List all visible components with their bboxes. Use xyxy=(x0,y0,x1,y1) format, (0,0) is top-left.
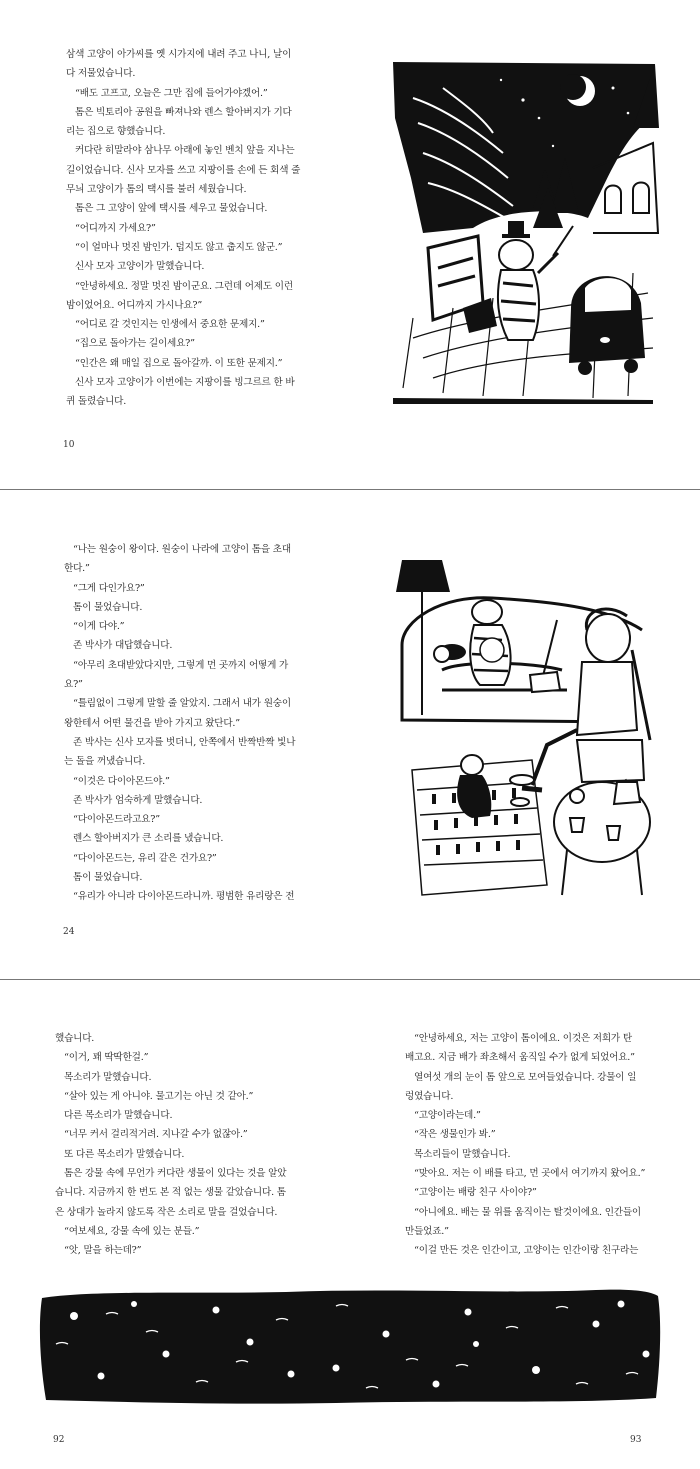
text-line: “고양이는 배랑 친구 사이야?” xyxy=(414,1187,537,1199)
text-line: 만들었죠.” xyxy=(405,1225,449,1237)
spread-pages-92-93 xyxy=(0,980,700,1469)
text-line: 요?” xyxy=(64,679,83,691)
text-line: “그게 다인가요?” xyxy=(73,582,145,594)
text-line: “이거, 꽤 딱딱한걸.” xyxy=(64,1052,149,1064)
text-line: “맞아요. 저는 이 배를 타고, 먼 곳에서 여기까지 왔어요.” xyxy=(414,1168,646,1180)
text-line: 다 저물었습니다. xyxy=(66,68,136,80)
text-line: 커다란 히말라야 삼나무 아래에 놓인 벤치 앞을 지나는 xyxy=(75,145,295,157)
text-block-page-92 xyxy=(55,1029,286,1261)
text-line: “어디로 갈 것인지는 인생에서 중요한 문제지.” xyxy=(75,319,265,331)
text-line: 한다.” xyxy=(64,563,90,575)
text-line: 존 박사가 대답했습니다. xyxy=(73,640,173,652)
old-man-in-rocking-chair xyxy=(522,609,650,800)
text-line: “다이아몬드는, 유리 같은 건가요?” xyxy=(73,852,217,864)
text-block-page-93 xyxy=(405,1029,645,1261)
living-room-illustration xyxy=(382,550,672,900)
page-number: 10 xyxy=(63,440,75,450)
text-line: “아니에요. 배는 물 위를 움직이는 탈것이에요. 인간들이 xyxy=(414,1206,641,1218)
text-line: 목소리들이 말했습니다. xyxy=(414,1148,511,1160)
text-line: “이게 다야.” xyxy=(73,621,125,633)
spread-page-24 xyxy=(0,490,700,980)
striped-cat xyxy=(470,600,510,685)
text-line: 열여섯 개의 눈이 톰 앞으로 모여들었습니다. 강물이 일 xyxy=(414,1071,637,1083)
text-line: 목소리가 말했습니다. xyxy=(64,1071,152,1083)
text-line: 리는 집으로 향했습니다. xyxy=(66,126,166,138)
cat-in-top-hat xyxy=(498,221,573,340)
text-line: “이것은 다이아몬드야.” xyxy=(73,775,170,787)
text-line: 톰은 그 고양이 앞에 택시를 세우고 물었습니다. xyxy=(75,203,268,215)
river-illustration xyxy=(36,1284,664,1410)
text-line: 습니다. 지금까지 한 번도 본 적 없는 생물 같았습니다. 톰 xyxy=(55,1187,286,1199)
text-line: 은 상대가 놀라지 않도록 작은 소리로 말을 걸었습니다. xyxy=(55,1206,278,1218)
text-line: 존 박사는 신사 모자를 벗더니, 안쪽에서 반짝반짝 빛나 xyxy=(73,736,296,748)
text-line: 톰이 물었습니다. xyxy=(73,601,143,613)
text-line: 무늬 고양이가 톰의 택시를 불러 세웠습니다. xyxy=(66,184,247,196)
text-line: “틀림없이 그렇게 말할 줄 알았지. 그래서 내가 원숭이 xyxy=(73,698,291,710)
text-line: 삼색 고양이 아가씨를 옛 시가지에 내려 주고 나니, 날이 xyxy=(66,49,292,60)
page-number: 24 xyxy=(63,927,75,937)
text-line: “배도 고프고, 오늘은 그만 집에 들어가야겠어.” xyxy=(75,87,268,99)
text-line: “인간은 왜 매일 집으로 돌아갈까. 이 또한 문제지.” xyxy=(75,357,283,369)
text-line: 퀴 돌렸습니다. xyxy=(66,396,127,408)
text-line: “여보세요, 강물 속에 있는 분들.” xyxy=(64,1225,200,1237)
text-block-page-24 xyxy=(64,540,295,907)
text-block-page-10 xyxy=(66,45,300,412)
text-line: “고양이라는데.” xyxy=(414,1110,481,1122)
text-line: 톰이 물었습니다. xyxy=(73,872,143,884)
text-line: 톰은 빅토리아 공원을 빠져나와 렌스 할아버지가 기다 xyxy=(75,106,292,118)
text-line: “아무리 초대받았다지만, 그렇게 먼 곳까지 어떻게 가 xyxy=(73,659,289,671)
top-hat xyxy=(434,644,466,662)
bowl xyxy=(510,775,534,785)
night-street-illustration xyxy=(383,58,663,406)
text-line: “집으로 돌아가는 길이세요?” xyxy=(75,338,195,350)
text-line: “안녕하세요, 저는 고양이 톰이에요. 이것은 저희가 탄 xyxy=(414,1033,632,1044)
text-line: “이걸 만든 것은 인간이고, 고양이는 인간이랑 친구라는 xyxy=(414,1245,639,1257)
handbag xyxy=(530,672,560,692)
text-line: “작은 생물인가 봐.” xyxy=(414,1129,496,1141)
handbag xyxy=(463,298,497,333)
text-line: “너무 커서 걸리적거려. 지나갈 수가 없잖아.” xyxy=(64,1129,248,1141)
text-line: 왕한테서 어떤 물건을 받아 가지고 왔단다.” xyxy=(64,717,240,729)
night-sky xyxy=(393,62,655,233)
bowl xyxy=(511,798,529,806)
text-line: “살아 있는 게 아니야. 물고기는 아닌 것 같아.” xyxy=(64,1090,254,1102)
cane xyxy=(542,620,557,680)
text-line: “앗, 말을 하는데?” xyxy=(64,1245,142,1257)
text-line: “나는 원숭이 왕이다. 원숭이 나라에 고양이 톰을 초대 xyxy=(73,544,291,555)
page-number-left: 92 xyxy=(53,1435,65,1445)
teapot-and-cups xyxy=(570,782,640,840)
text-line: 렌스 할아버지가 큰 소리를 냈습니다. xyxy=(73,833,224,845)
text-line: “유리가 아니라 다이아몬드라니까. 평범한 유리랑은 전 xyxy=(73,891,295,903)
text-line: 길이었습니다. 신사 모자를 쓰고 지팡이를 손에 든 회색 줄 xyxy=(66,164,301,176)
text-line: 밤이었어요. 어디까지 가시나요?” xyxy=(66,299,203,311)
text-line: 배고요. 지금 배가 좌초해서 움직일 수가 없게 되었어요.” xyxy=(405,1052,635,1064)
text-line: 존 박사가 엄숙하게 말했습니다. xyxy=(73,794,203,806)
text-line: “어디까지 가세요?” xyxy=(75,222,156,234)
spread-page-10 xyxy=(0,0,700,490)
text-line: 신사 모자 고양이가 이번에는 지팡이를 빙그르르 한 바 xyxy=(75,377,295,389)
text-line: 했습니다. xyxy=(55,1033,95,1044)
text-line: 톰은 강물 속에 무언가 커다란 생물이 있다는 것을 알았 xyxy=(64,1168,287,1180)
text-line: 다른 목소리가 말했습니다. xyxy=(64,1110,173,1122)
text-line: “이 얼마나 멋진 밤인가. 덥지도 않고 춥지도 않군.” xyxy=(75,241,283,253)
text-line: 또 다른 목소리가 말했습니다. xyxy=(64,1148,185,1160)
text-line: 신사 모자 고양이가 말했습니다. xyxy=(75,261,205,273)
text-line: “다이아몬드라고요?” xyxy=(73,814,160,826)
taxi xyxy=(569,276,645,375)
text-line: “안녕하세요. 정말 멋진 밤이군요. 그런데 어제도 이런 xyxy=(75,280,293,292)
text-line: 는 돌을 꺼냈습니다. xyxy=(64,756,146,768)
page-number-right: 93 xyxy=(630,1435,642,1445)
text-line: 렁였습니다. xyxy=(405,1090,454,1102)
